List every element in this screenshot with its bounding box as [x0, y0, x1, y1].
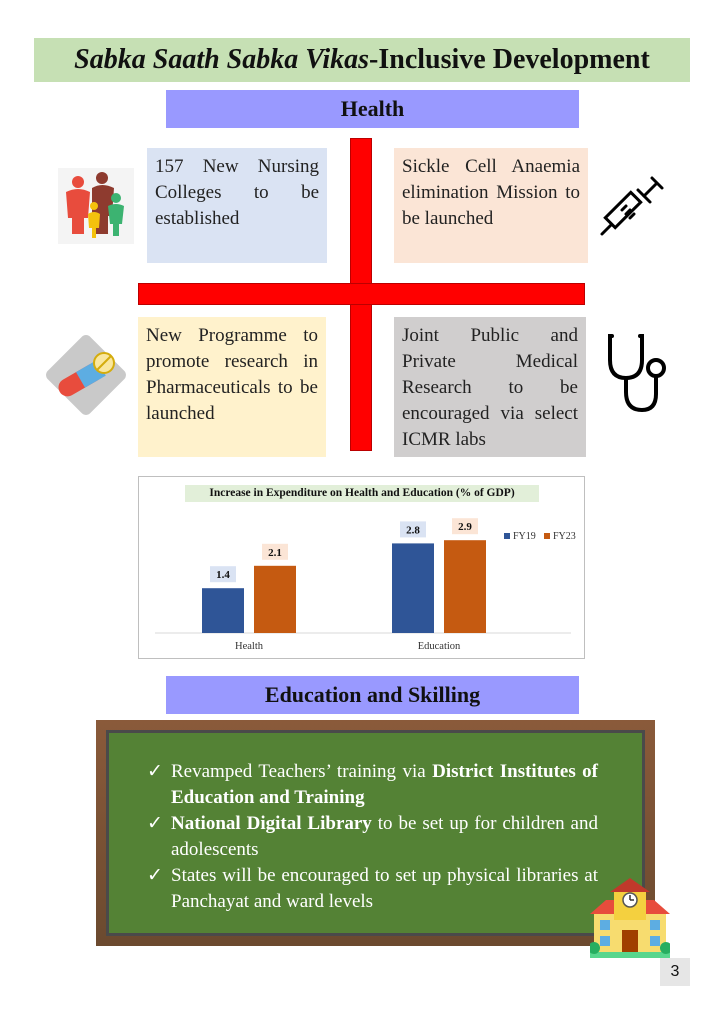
title-italic: Sabka Saath Sabka Vikas — [74, 44, 370, 75]
check-icon: ✓ — [147, 813, 163, 834]
chart-plot — [139, 477, 586, 660]
legend-swatch-fy19 — [504, 533, 510, 539]
check-icon: ✓ — [147, 865, 163, 886]
education-item-states: ✓ States will be encouraged to set up physical libraries at Panchayat and ward levels — [147, 863, 598, 915]
syringe-icon — [598, 170, 668, 238]
check-icon: ✓ — [147, 761, 163, 782]
x-tick-label: Education — [417, 641, 461, 652]
health-heading: Health — [166, 90, 579, 128]
education-item-library: ✓ National Digital Library to be set up for children and adolescents — [147, 811, 598, 863]
sickle-cell-box: Sickle Cell Anaemia elimination Mission to be launched — [394, 148, 588, 263]
bar-fy19-education — [392, 543, 434, 633]
education-heading: Education and Skilling — [166, 676, 579, 714]
pills-icon — [44, 333, 128, 417]
page-title — [34, 38, 690, 82]
data-label: 2.9 — [458, 521, 472, 534]
data-label: 2.8 — [406, 524, 420, 537]
red-cross-horizontal — [138, 283, 585, 305]
nursing-colleges-box: 157 New Nursing Colleges to be established — [147, 148, 327, 263]
family-icon — [58, 168, 134, 244]
data-label: 1.4 — [216, 569, 230, 582]
pharma-research-box: New Programme to promote research in Pharmaceuticals to be launched — [138, 317, 326, 457]
x-tick-label: Health — [235, 641, 263, 652]
legend-label: FY19 — [513, 531, 536, 542]
expenditure-chart — [138, 476, 585, 659]
chart-title: Increase in Expenditure on Health and Education (% of GDP) — [185, 485, 539, 502]
education-item-teachers: ✓ Revamped Teachers’ training via District Institutes of Education and Training — [147, 759, 598, 811]
education-board — [96, 720, 655, 946]
data-label: 2.1 — [268, 546, 282, 559]
joint-research-box: Joint Public and Private Medical Research to be encouraged via select ICMR labs — [394, 317, 586, 457]
bar-fy19-health — [202, 588, 244, 633]
legend-label: FY23 — [553, 531, 576, 542]
bar-fy23-health — [254, 566, 296, 633]
stethoscope-icon — [604, 330, 666, 416]
title-regular: -Inclusive Development — [369, 44, 650, 75]
bar-fy23-education — [444, 540, 486, 633]
education-list — [106, 730, 645, 936]
legend-swatch-fy23 — [544, 533, 550, 539]
school-icon — [590, 876, 670, 958]
page-number: 3 — [660, 958, 690, 986]
